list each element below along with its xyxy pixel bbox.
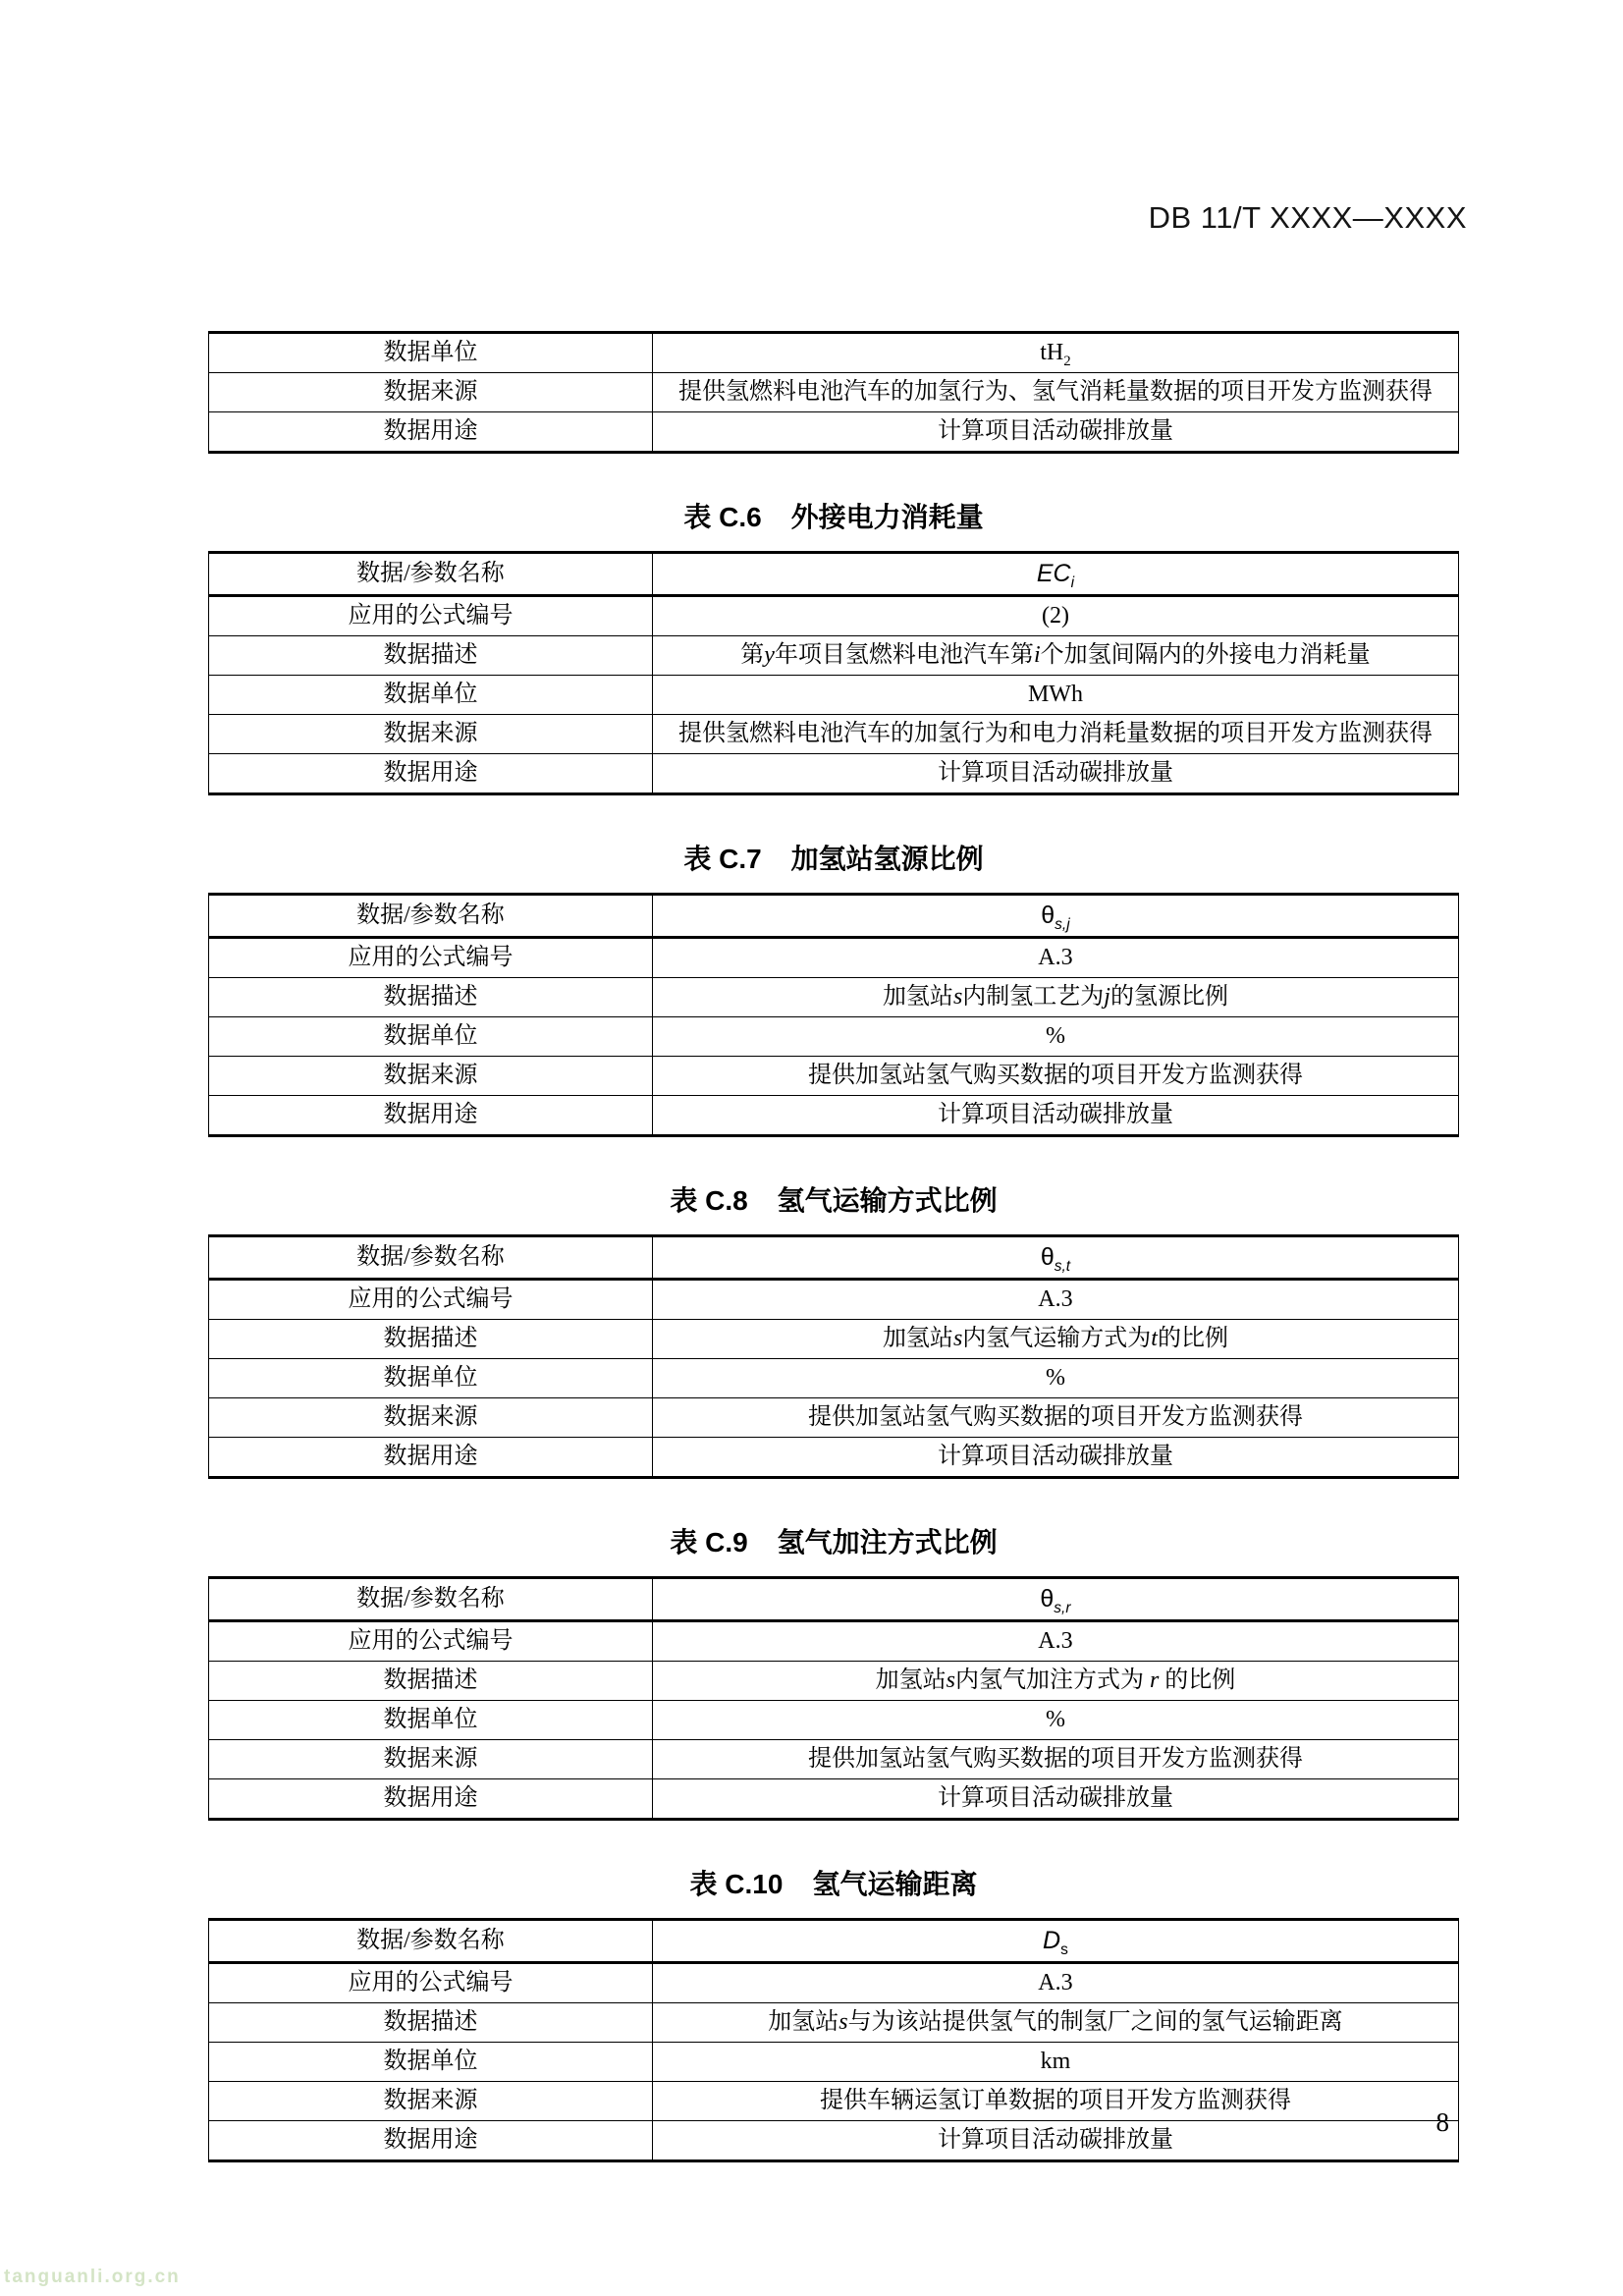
row-label: 应用的公式编号 bbox=[209, 938, 653, 978]
table-row bbox=[209, 2043, 1459, 2082]
row-value: $\theta_{s,r}$ bbox=[652, 1578, 1458, 1621]
row-value: 加氢站s内氢气运输方式为t的比例 bbox=[652, 1320, 1458, 1359]
row-label: 数据单位 bbox=[209, 2043, 653, 2082]
watermark: tanguanli.org.cn bbox=[4, 2267, 181, 2287]
table-row bbox=[209, 2121, 1459, 2161]
table-title: 氢气加注方式比例 bbox=[777, 1527, 998, 1558]
table-row bbox=[209, 715, 1459, 754]
table-row bbox=[209, 1096, 1459, 1136]
table-number: 表 C.8 bbox=[670, 1185, 748, 1216]
row-value: A.3 bbox=[652, 938, 1458, 978]
row-value: 加氢站s内制氢工艺为j的氢源比例 bbox=[652, 978, 1458, 1017]
row-label: 数据单位 bbox=[209, 676, 653, 715]
table-row bbox=[209, 1578, 1459, 1621]
row-label: 数据单位 bbox=[209, 1017, 653, 1057]
table-number: 表 C.10 bbox=[689, 1869, 784, 1899]
row-value: km bbox=[652, 2043, 1458, 2082]
row-label: 应用的公式编号 bbox=[209, 1963, 653, 2003]
row-label: 数据来源 bbox=[209, 373, 653, 412]
row-label: 数据描述 bbox=[209, 978, 653, 1017]
row-value: 第y年项目氢燃料电池汽车第i个加氢间隔内的外接电力消耗量 bbox=[652, 636, 1458, 676]
row-label: 应用的公式编号 bbox=[209, 1621, 653, 1662]
row-value: (2) bbox=[652, 596, 1458, 636]
row-label: 数据/参数名称 bbox=[209, 1920, 653, 1963]
table-row bbox=[209, 333, 1459, 373]
table-row bbox=[209, 1017, 1459, 1057]
row-value: 加氢站s内氢气加注方式为 r 的比例 bbox=[652, 1662, 1458, 1701]
data-table-c10 bbox=[208, 1918, 1459, 2162]
table-title: 氢气运输方式比例 bbox=[777, 1185, 998, 1216]
table-row bbox=[209, 596, 1459, 636]
row-label: 数据用途 bbox=[209, 1438, 653, 1478]
table-title: 外接电力消耗量 bbox=[790, 502, 984, 532]
row-label: 数据/参数名称 bbox=[209, 1236, 653, 1280]
page-number: 8 bbox=[1435, 2107, 1449, 2137]
row-value: 提供车辆运氢订单数据的项目开发方监测获得 bbox=[652, 2082, 1458, 2121]
table-row bbox=[209, 412, 1459, 453]
table-row bbox=[209, 978, 1459, 1017]
table-row bbox=[209, 373, 1459, 412]
row-label: 数据单位 bbox=[209, 333, 653, 373]
row-label: 数据/参数名称 bbox=[209, 553, 653, 596]
row-label: 数据用途 bbox=[209, 754, 653, 794]
row-value: % bbox=[652, 1017, 1458, 1057]
table-number: 表 C.6 bbox=[683, 502, 762, 532]
table-row bbox=[209, 1740, 1459, 1779]
data-table-c7 bbox=[208, 893, 1459, 1137]
table-row bbox=[209, 1662, 1459, 1701]
row-value: 提供加氢站氢气购买数据的项目开发方监测获得 bbox=[652, 1057, 1458, 1096]
row-label: 数据描述 bbox=[209, 636, 653, 676]
table-row bbox=[209, 754, 1459, 794]
table-row bbox=[209, 1779, 1459, 1820]
table-row bbox=[209, 2082, 1459, 2121]
row-label: 数据单位 bbox=[209, 1359, 653, 1398]
table-title: 加氢站氢源比例 bbox=[790, 844, 984, 874]
data-table-c6 bbox=[208, 551, 1459, 795]
row-value: 提供氢燃料电池汽车的加氢行为、氢气消耗量数据的项目开发方监测获得 bbox=[652, 373, 1458, 412]
table-row bbox=[209, 895, 1459, 938]
row-value: $EC_i$ bbox=[652, 553, 1458, 596]
table-row bbox=[209, 1398, 1459, 1438]
row-label: 数据描述 bbox=[209, 2003, 653, 2043]
row-value: $tH_2$ bbox=[652, 333, 1458, 373]
table-caption-c8 bbox=[208, 1184, 1459, 1217]
row-label: 数据来源 bbox=[209, 715, 653, 754]
row-value: 计算项目活动碳排放量 bbox=[652, 412, 1458, 453]
table-caption-c7 bbox=[208, 843, 1459, 875]
row-value: $\theta_{s,t}$ bbox=[652, 1236, 1458, 1280]
table-row bbox=[209, 636, 1459, 676]
table-row bbox=[209, 1320, 1459, 1359]
data-table-c9 bbox=[208, 1576, 1459, 1821]
row-label: 数据用途 bbox=[209, 1779, 653, 1820]
row-label: 数据单位 bbox=[209, 1701, 653, 1740]
table-row bbox=[209, 1701, 1459, 1740]
data-table-c8 bbox=[208, 1234, 1459, 1479]
row-label: 数据描述 bbox=[209, 1662, 653, 1701]
row-label: 数据描述 bbox=[209, 1320, 653, 1359]
row-value: A.3 bbox=[652, 1963, 1458, 2003]
row-value: MWh bbox=[652, 676, 1458, 715]
table-caption-c9 bbox=[208, 1526, 1459, 1558]
table-title: 氢气运输距离 bbox=[812, 1869, 978, 1899]
row-value: % bbox=[652, 1359, 1458, 1398]
table-row bbox=[209, 1057, 1459, 1096]
table-number: 表 C.7 bbox=[683, 844, 762, 874]
row-value: 提供加氢站氢气购买数据的项目开发方监测获得 bbox=[652, 1740, 1458, 1779]
row-label: 应用的公式编号 bbox=[209, 596, 653, 636]
row-label: 数据来源 bbox=[209, 2082, 653, 2121]
table-row bbox=[209, 553, 1459, 596]
row-value: 计算项目活动碳排放量 bbox=[652, 1096, 1458, 1136]
row-value: 提供加氢站氢气购买数据的项目开发方监测获得 bbox=[652, 1398, 1458, 1438]
table-number: 表 C.9 bbox=[670, 1527, 748, 1558]
table-row bbox=[209, 2003, 1459, 2043]
table-row bbox=[209, 1438, 1459, 1478]
document-code: DB 11/T XXXX—XXXX bbox=[1148, 200, 1467, 235]
table-row bbox=[209, 938, 1459, 978]
row-value: 提供氢燃料电池汽车的加氢行为和电力消耗量数据的项目开发方监测获得 bbox=[652, 715, 1458, 754]
table-row bbox=[209, 1359, 1459, 1398]
table-caption-c10 bbox=[208, 1868, 1459, 1900]
table-caption-c6 bbox=[208, 501, 1459, 533]
row-value: 计算项目活动碳排放量 bbox=[652, 1779, 1458, 1820]
row-value: 计算项目活动碳排放量 bbox=[652, 1438, 1458, 1478]
row-label: 数据来源 bbox=[209, 1398, 653, 1438]
row-label: 数据来源 bbox=[209, 1740, 653, 1779]
table-row bbox=[209, 1236, 1459, 1280]
table-row bbox=[209, 676, 1459, 715]
content-area bbox=[208, 331, 1459, 2162]
row-value: A.3 bbox=[652, 1280, 1458, 1320]
table-row bbox=[209, 1963, 1459, 2003]
row-value: 加氢站s与为该站提供氢气的制氢厂之间的氢气运输距离 bbox=[652, 2003, 1458, 2043]
table-row bbox=[209, 1621, 1459, 1662]
row-value: 计算项目活动碳排放量 bbox=[652, 754, 1458, 794]
row-label: 数据/参数名称 bbox=[209, 895, 653, 938]
row-value: $\theta_{s,j}$ bbox=[652, 895, 1458, 938]
row-label: 数据/参数名称 bbox=[209, 1578, 653, 1621]
row-label: 应用的公式编号 bbox=[209, 1280, 653, 1320]
row-label: 数据来源 bbox=[209, 1057, 653, 1096]
row-value: $D_s$ bbox=[652, 1920, 1458, 1963]
row-label: 数据用途 bbox=[209, 412, 653, 453]
data-table-c5-continued bbox=[208, 331, 1459, 454]
table-row bbox=[209, 1920, 1459, 1963]
row-label: 数据用途 bbox=[209, 2121, 653, 2161]
table-row bbox=[209, 1280, 1459, 1320]
row-value: A.3 bbox=[652, 1621, 1458, 1662]
row-value: 计算项目活动碳排放量 bbox=[652, 2121, 1458, 2161]
row-value: % bbox=[652, 1701, 1458, 1740]
row-label: 数据用途 bbox=[209, 1096, 653, 1136]
